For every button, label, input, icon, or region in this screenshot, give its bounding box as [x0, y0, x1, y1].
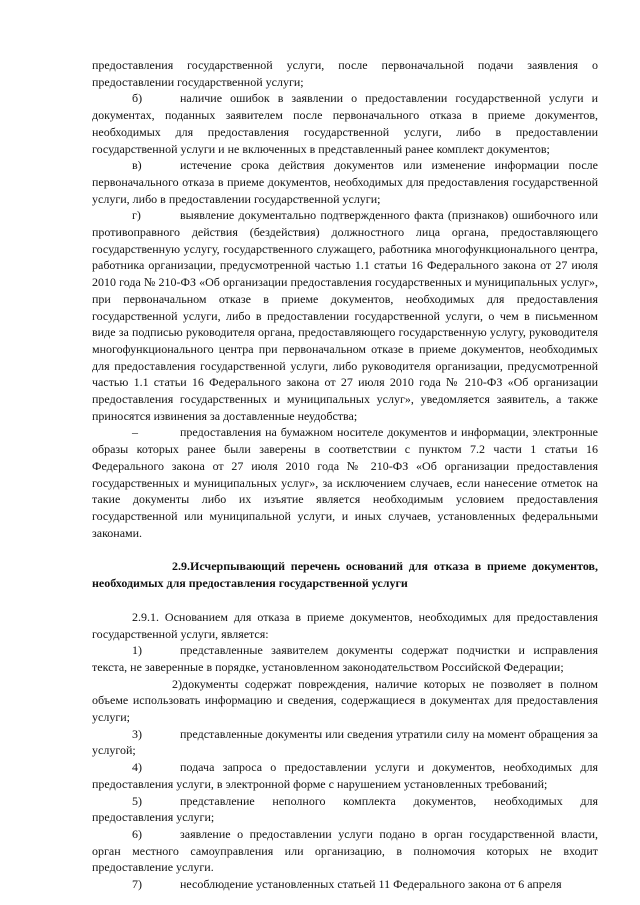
list-item-text: несоблюдение установленных статьей 11 Федерального закона от 6 апреля [180, 877, 562, 892]
section-intro: 2.9.1. Основанием для отказа в приеме документов, необходимых для предоставления государственной услуги, является: [92, 609, 598, 641]
list-marker: в) [132, 158, 142, 173]
spacer [92, 592, 598, 609]
numbered-item-5 [92, 793, 598, 826]
list-item-text: заявление о предоставлении услуги подано в орган государственной власти, орган местного самоуправления или организацию, в полномочия которых не входит предоставление услуги. [92, 826, 598, 875]
section-number: 2.9. [172, 559, 190, 574]
list-marker: 1) [132, 643, 142, 658]
list-item-text: истечение срока действия документов или изменение информации после первоначального отказа в приеме документов, необходимых для предоставления государственной услуги, либо в предоставлении государственной услуги; [92, 158, 598, 206]
paragraph-continuation: предоставления государственной услуги, после первоначальной подачи заявления о предоставлении государственной услуги; [92, 58, 598, 89]
numbered-item-6 [92, 826, 598, 876]
list-item-text: подача запроса о предоставлении услуги и документов, необходимых для предоставления услуги, в электронной форме с нарушением установленных требований; [92, 760, 598, 791]
list-marker: 2) [172, 676, 182, 691]
numbered-item-2 [92, 676, 598, 726]
numbered-item-1 [92, 642, 598, 675]
list-marker: 6) [132, 826, 142, 841]
list-marker: 5) [132, 793, 142, 808]
section-title: Исчерпывающий перечень оснований для отказа в приеме документов, необходимых для предоставления государственной услуги [92, 559, 598, 591]
list-marker: г) [132, 208, 141, 223]
section-heading [92, 558, 598, 591]
list-item-v [92, 157, 598, 207]
list-item-text: предоставления на бумажном носителе документов и информации, электронные образы которых ранее были заверены в соответствии с пунктом 7.2 части 1 статьи 16 Федерального закона от 27 июля 2010 года № 210-ФЗ «Об организации предоставления государственных и муниципальных услуг», за исключением случаев, если нанесение отметок на такие документы либо их изъятие является необходимым условием предоставления государственной или муниципальной услуги, и иных случаев, установленных федеральными законами. [92, 425, 598, 540]
list-item-text: документы содержат повреждения, наличие которых не позволяет в полном объеме использовать информацию и сведения, содержащиеся в документах для предоставления услуги; [92, 676, 598, 725]
list-item-text: выявление документально подтвержденного факта (признаков) ошибочного или противоправного действия (бездействия) должностного лица органа, предоставляющего государственную услугу, государственного служащего, работника многофункционального центра, работника организации, предусмотренной частью 1.1 статьи 16 Федерального закона от 27 июля 2010 года № 210-ФЗ «Об организации предоставления государственных и муниципальных услуг», при первоначальном отказе в приеме документов, необходимых для предоставления государственной услуги, либо в предоставлении государственной услуги, о чем в письменном виде за подписью руководителя органа, предоставляющего государственную услугу, руководителя многофункционального центра при первоначальном отказе в приеме документов, необходимых для предоставления государственной услуги, либо руководителя организации, предусмотренной частью 1.1 статьи 16 Федерального закона от 27 июля 2010 года № 210-ФЗ «Об организации предоставления государственных и муниципальных услуг», уведомляется заявитель, а также приносятся извинения за доставленные неудобства; [92, 208, 598, 423]
spacer [92, 541, 598, 558]
list-marker: 3) [132, 726, 142, 741]
list-marker: 4) [132, 760, 142, 775]
numbered-item-4 [92, 759, 598, 792]
list-marker: б) [132, 91, 143, 106]
list-item-text: представленные документы или сведения утратили силу на момент обращения за услугой; [92, 726, 598, 758]
list-item-text: наличие ошибок в заявлении о предоставлении государственной услуги и документах, поданных заявителем после первоначального отказа в приеме документов, необходимых для предоставления государственной услуги, либо в предоставлении государственной услуги и не включенных в представленный ранее комплект документов; [92, 91, 598, 156]
list-item-b [92, 90, 598, 157]
list-item-dash [92, 424, 598, 541]
numbered-item-3 [92, 726, 598, 759]
list-marker: – [132, 425, 138, 440]
numbered-item-7 [92, 876, 598, 893]
list-item-text: представленные заявителем документы содержат подчистки и исправления текста, не заверенные в порядке, установленном законодательством Российской Федерации; [92, 643, 598, 674]
list-item-g [92, 207, 598, 424]
list-marker: 7) [132, 877, 142, 892]
list-item-text: представление неполного комплекта документов, необходимых для предоставления услуги; [92, 793, 598, 825]
